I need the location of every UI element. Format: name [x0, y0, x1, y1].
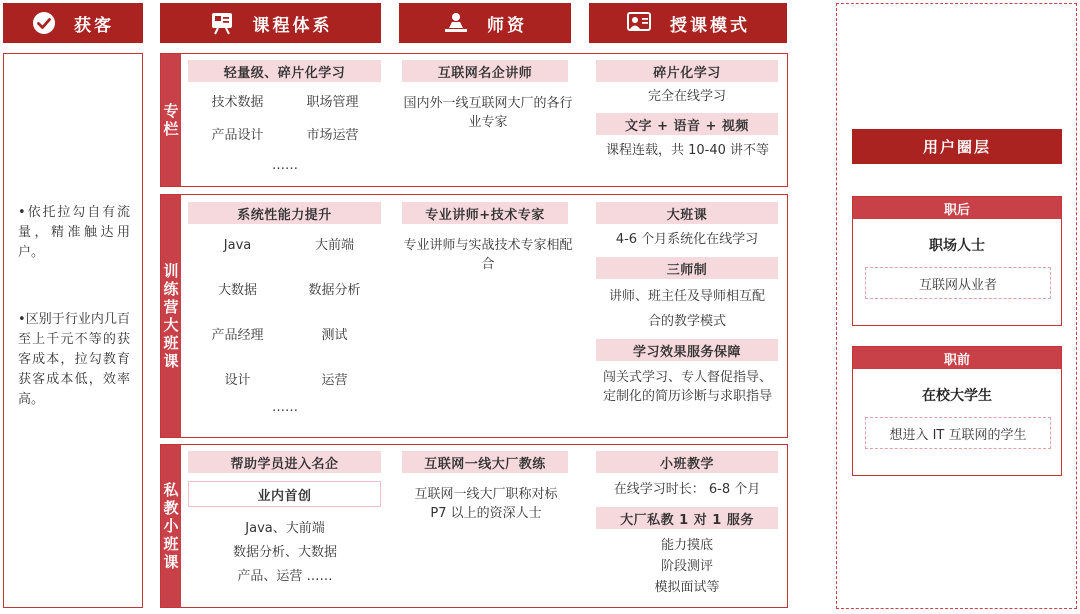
camp-course-item: Java	[223, 238, 252, 253]
camp-teacher-title: 专业讲师+技术专家	[402, 202, 568, 224]
camp-course-title: 系统性能力提升	[188, 202, 381, 224]
private-mode-item: 阶段测评	[660, 559, 713, 574]
private-mode-title-2: 大厂私教 1 对 1 服务	[596, 507, 778, 529]
acquire-point-1: •依托拉勾自有流量，精准触达用户。	[18, 205, 130, 260]
camp-course-more: ……	[272, 400, 298, 415]
header-teacher-label: 师资	[487, 15, 527, 36]
camp-mode-desc-2: 讲师、班主任及导师相互配合的教学模式	[608, 289, 765, 329]
column-teacher-desc: 国内外一线互联网大厂的各行业专家	[403, 96, 573, 130]
ring-before-main: 在校大学生	[922, 388, 992, 404]
camp-course-item: 测试	[321, 328, 348, 343]
user-ring-title: 用户圈层	[852, 129, 1062, 164]
column-mode-desc-1: 完全在线学习	[647, 89, 726, 104]
presentation-board-icon	[209, 11, 235, 35]
column-course-item: 职场管理	[306, 95, 359, 110]
column-mode-title-1: 碎片化学习	[596, 60, 778, 82]
private-course-highlight: 业内首创	[188, 481, 381, 507]
row-column-label: 专栏	[161, 54, 181, 186]
camp-mode-title-2: 三师制	[596, 257, 778, 279]
lecture-screen-icon	[626, 11, 652, 35]
ring-after-sub: 互联网从业者	[865, 267, 1051, 299]
header-course	[160, 3, 381, 43]
camp-course-item: 大前端	[314, 238, 354, 253]
camp-course-item: 设计	[224, 373, 251, 388]
private-mode-title-1: 小班教学	[596, 451, 778, 473]
camp-course-item: 大数据	[217, 283, 257, 298]
header-acquire-label: 获客	[74, 15, 114, 36]
column-teacher-title: 互联网名企讲师	[402, 60, 568, 82]
check-circle-icon	[32, 11, 56, 35]
private-course-title: 帮助学员进入名企	[188, 451, 381, 473]
camp-teacher-desc: 专业讲师与实战技术专家相配合	[403, 238, 573, 272]
row-camp-label: 训练营大班课	[161, 195, 181, 437]
acquire-point-2: •区别于行业内几百至上千元不等的获客成本，拉勾教育获客成本低，效率高。	[18, 312, 130, 407]
ring-before-card	[852, 346, 1062, 476]
ring-before-sub: 想进入 IT 互联网的学生	[865, 417, 1051, 449]
camp-mode-desc-1: 4-6 个月系统化在线学习	[615, 232, 759, 247]
ring-after-head: 职后	[853, 197, 1061, 219]
private-course-line: Java、大前端	[245, 521, 325, 536]
camp-course-item: 数据分析	[308, 283, 361, 298]
private-teacher-title: 互联网一线大厂教练	[402, 451, 568, 473]
column-course-more: ……	[272, 158, 298, 173]
private-mode-item: 能力摸底	[660, 538, 713, 553]
private-mode-item: 模拟面试等	[654, 580, 720, 595]
header-mode	[589, 3, 787, 43]
header-acquire	[3, 3, 143, 43]
teacher-podium-icon	[443, 11, 469, 35]
header-teacher	[399, 3, 571, 43]
column-mode-title-2: 文字 + 语音 + 视频	[596, 113, 778, 135]
ring-before-head: 职前	[853, 347, 1061, 369]
ring-after-main: 职场人士	[929, 238, 985, 254]
header-course-label: 课程体系	[252, 15, 333, 36]
ring-after-card	[852, 196, 1062, 326]
private-mode-desc-1: 在线学习时长： 6-8 个月	[613, 482, 761, 497]
header-mode-label: 授课模式	[670, 15, 750, 36]
camp-course-item: 产品经理	[211, 328, 264, 343]
camp-mode-title-3: 学习效果服务保障	[596, 339, 778, 361]
column-course-item: 市场运营	[306, 128, 359, 143]
private-course-line: 产品、运营 ……	[237, 569, 333, 584]
column-course-title: 轻量级、碎片化学习	[188, 60, 381, 82]
private-teacher-desc: 互联网一线大厂职称对标 P7 以上的资深人士	[414, 487, 558, 521]
private-course-line: 数据分析、大数据	[232, 545, 337, 560]
camp-course-item: 运营	[321, 373, 348, 388]
column-course-item: 技术数据	[211, 95, 264, 110]
column-mode-desc-2: 课程连载，共 10-40 讲不等	[605, 143, 770, 158]
column-course-item: 产品设计	[211, 128, 264, 143]
camp-mode-title-1: 大班课	[596, 202, 778, 224]
camp-mode-desc-3: 闯关式学习、专人督促指导、定制化的简历诊断与求职指导	[602, 370, 772, 404]
row-private-label: 私教小班课	[161, 445, 181, 607]
